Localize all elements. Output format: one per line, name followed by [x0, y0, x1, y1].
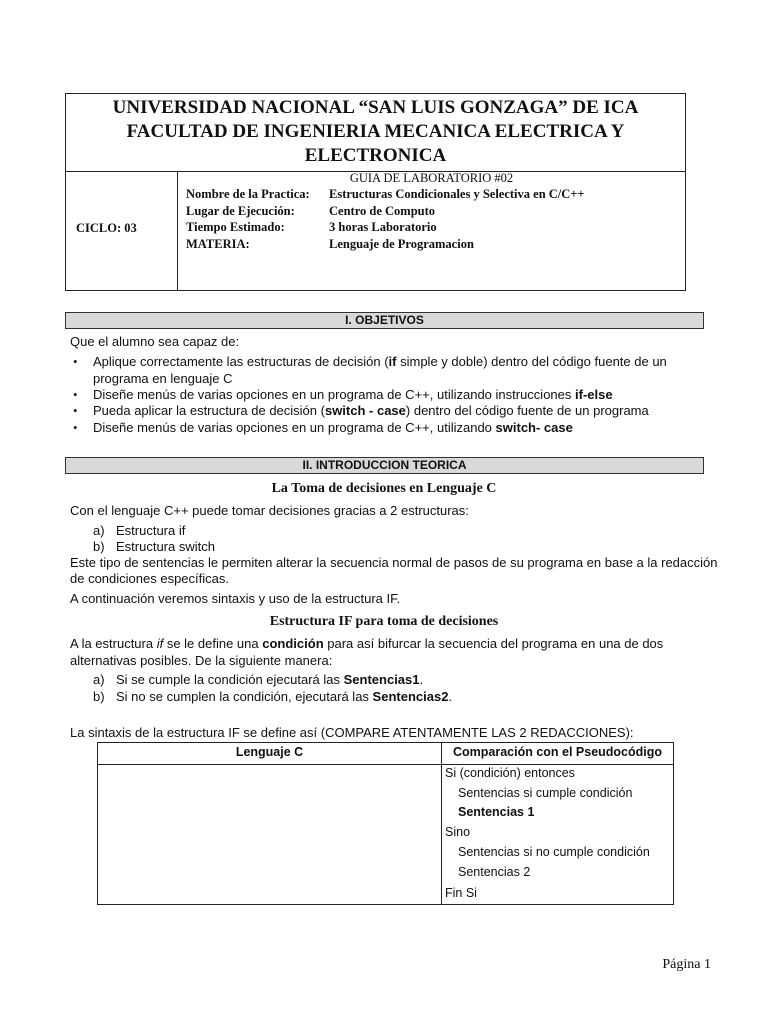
table-header-pseudocode: Comparación con el Pseudocódigo	[452, 745, 663, 759]
list-marker: b)	[93, 689, 105, 704]
syntax-paragraph: La sintaxis de la estructura IF se define así (COMPARE ATENTAMENTE LAS 2 REDACCIONES):	[70, 725, 634, 740]
university-name: UNIVERSIDAD NACIONAL “SAN LUIS GONZAGA” DE ICA	[112, 97, 639, 118]
if-structure-subtitle: Estructura IF para toma de decisiones	[269, 614, 499, 629]
info-key: Nombre de la Practica:	[186, 187, 310, 201]
intro-paragraph: Con el lenguaje C++ puede tomar decisiones gracias a 2 estructuras:	[70, 503, 469, 518]
objetivo-item: Aplique correctamente las estructuras de decisión (if simple y doble) dentro del código fuente de un	[93, 354, 667, 369]
objetivo-item-cont: programa en lenguaje C	[93, 371, 233, 386]
cycle-label: CICLO: 03	[76, 221, 137, 235]
condition-item: Si se cumple la condición ejecutará las Sentencias1.	[116, 672, 424, 687]
list-marker: a)	[93, 672, 105, 687]
table-header-c: Lenguaje C	[235, 745, 304, 759]
page-number: Página 1	[662, 957, 711, 972]
list-marker: b)	[93, 539, 105, 554]
table-column-divider	[441, 743, 442, 904]
pseudo-line: Sentencias si no cumple condición	[458, 845, 650, 859]
bullet-icon: •	[73, 403, 78, 418]
comparison-table	[97, 742, 674, 905]
header-box	[65, 93, 686, 291]
intro-paragraph: A continuación veremos sintaxis y uso de la estructura IF.	[70, 591, 401, 606]
bullet-icon: •	[73, 387, 78, 402]
list-marker: a)	[93, 523, 105, 538]
section-introduccion: II. INTRODUCCION TEORICA	[65, 457, 704, 474]
info-key: Tiempo Estimado:	[186, 220, 285, 234]
if-paragraph-cont: alternativas posibles. De la siguiente manera:	[70, 653, 333, 668]
list-item: Estructura switch	[116, 539, 215, 554]
objetivo-item: Pueda aplicar la estructura de decisión (switch - case) dentro del código fuente de un programa	[93, 403, 649, 418]
objetivo-item: Diseñe menús de varias opciones en un programa de C++, utilizando instrucciones if-else	[93, 387, 613, 402]
condition-item: Si no se cumplen la condición, ejecutará las Sentencias2.	[116, 689, 453, 704]
cycle-cell	[66, 171, 178, 290]
pseudo-line: Sentencias si cumple condición	[458, 786, 633, 800]
list-item: Estructura if	[116, 523, 186, 538]
info-value: Centro de Computo	[329, 204, 436, 218]
info-key: MATERIA:	[186, 237, 250, 251]
objetivo-item: Diseñe menús de varias opciones en un programa de C++, utilizando switch- case	[93, 420, 573, 435]
info-value: 3 horas Laboratorio	[329, 220, 437, 234]
pseudo-line: Fin Si	[445, 886, 477, 900]
intro-paragraph: Este tipo de sentencias le permiten alterar la secuencia normal de pasos de su programa en base a la redacción	[70, 555, 718, 570]
pseudo-line: Si (condición) entonces	[445, 766, 575, 780]
bullet-icon: •	[73, 420, 78, 435]
info-value: Estructuras Condicionales y Selectiva en C/C++	[329, 187, 585, 201]
bullet-icon: •	[73, 354, 78, 369]
intro-paragraph-cont: de condiciones específicas.	[70, 571, 229, 586]
intro-subtitle: La Toma de decisiones en Lenguaje C	[271, 481, 497, 496]
info-key: Lugar de Ejecución:	[186, 204, 295, 218]
section-objetivos: I. OBJETIVOS	[65, 312, 704, 329]
header-title-area	[66, 94, 685, 172]
pseudo-line: Sentencias 2	[458, 865, 531, 879]
info-cell	[178, 171, 685, 290]
if-paragraph: A la estructura if se le define una condición para así bifurcar la secuencia del programa en una de dos	[70, 636, 664, 651]
faculty-name: FACULTAD DE INGENIERIA MECANICA ELECTRICA Y ELECTRONICA	[126, 121, 625, 166]
table-header-divider	[98, 764, 673, 765]
pseudo-line: Sino	[445, 825, 471, 839]
info-value: Lenguaje de Programacion	[329, 237, 474, 251]
pseudo-line: Sentencias 1	[458, 805, 535, 819]
guide-title: GUIA DE LABORATORIO #02	[349, 171, 514, 185]
objetivos-intro: Que el alumno sea capaz de:	[70, 334, 240, 349]
